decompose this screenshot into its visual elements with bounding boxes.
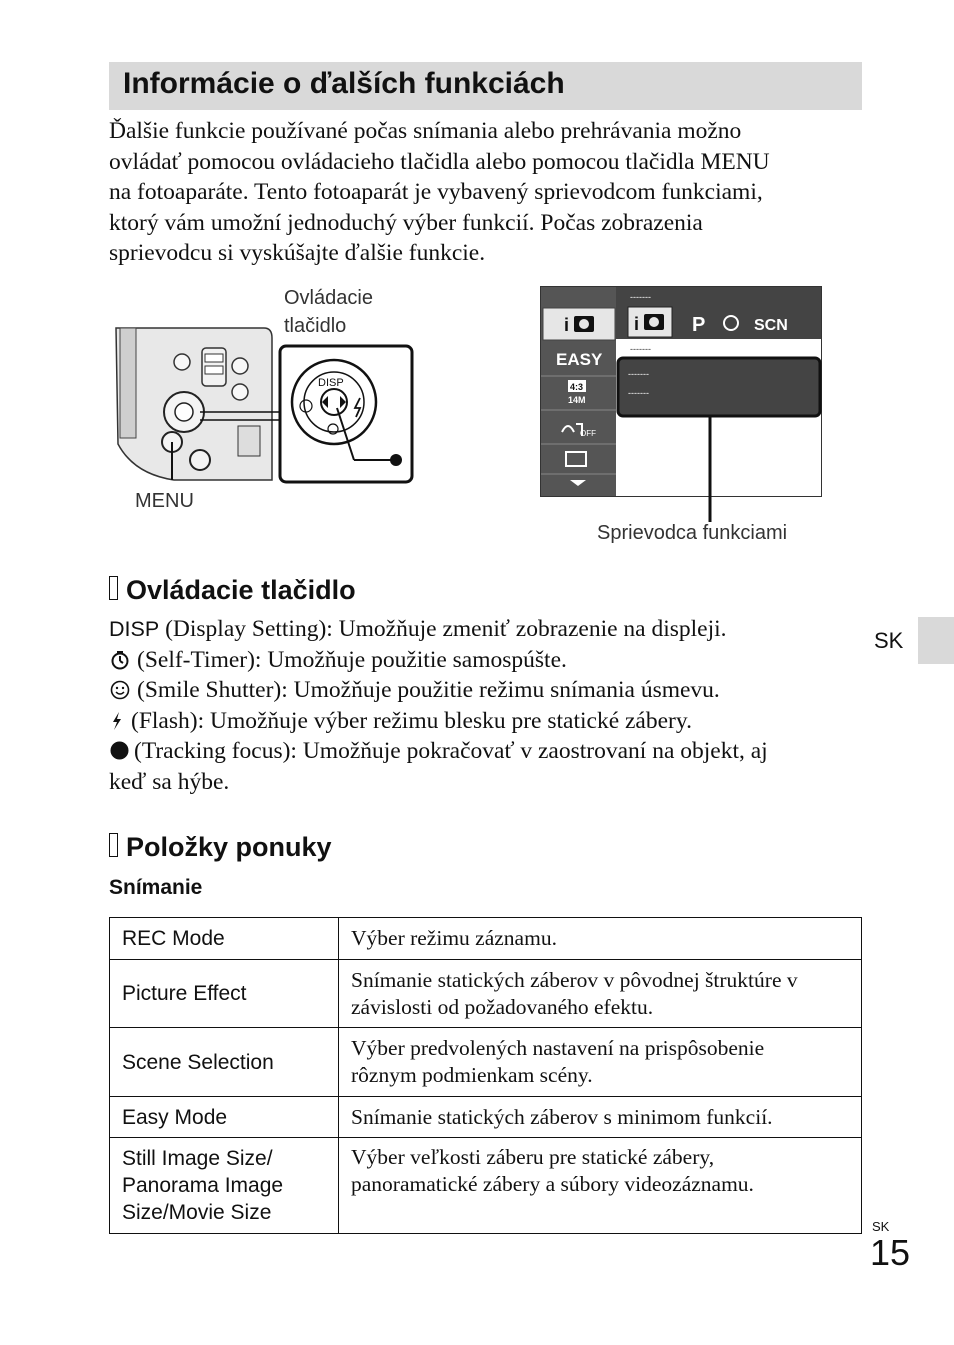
page-language-code: SK: [872, 1219, 890, 1234]
intro-line: sprievodcu si vyskúšajte ďalšie funkcie.: [109, 240, 486, 266]
svg-text:i: i: [564, 315, 570, 335]
dial-disp-label: DISP: [318, 377, 344, 389]
language-tab: [918, 617, 954, 664]
function-guide-label: Sprievodca funkciami: [597, 522, 788, 544]
easy-label: EASY: [556, 350, 603, 369]
language-tab-label: SK: [874, 628, 904, 653]
mode-scn-label: SCN: [754, 317, 788, 334]
ratio-label: 4:3: [570, 382, 584, 392]
table-cell-name: REC Mode: [110, 918, 339, 960]
page-number: 15: [870, 1232, 911, 1273]
self-timer-icon: [109, 645, 131, 676]
off-label: OFF: [580, 429, 596, 438]
dashes-mid: -------: [630, 344, 651, 354]
section-marker: [109, 833, 118, 857]
control-button-label-1: Ovládacie: [284, 287, 373, 309]
flash-icon: [109, 706, 125, 737]
list-item-continuation: keď sa hýbe.: [109, 768, 230, 795]
list-item: (Tracking focus): Umožňuje pokračovať v zaostrovaní na objekt, aj: [109, 736, 849, 767]
section-heading-menu: Položky ponuky: [109, 832, 332, 863]
table-cell-name: Picture Effect: [110, 960, 339, 1028]
page-title: Informácie o ďalších funkciách: [123, 67, 565, 100]
list-item: (Self-Timer): Umožňuje použitie samospúšte.: [109, 645, 849, 676]
dashes-top: -------: [630, 292, 651, 302]
dashes-guide-1: -------: [628, 369, 649, 379]
table-row: [110, 1138, 862, 1234]
mode-p-label: P: [692, 314, 706, 336]
table-row: [110, 960, 862, 1028]
table-cell-name: Still Image Size/ Panorama Image Size/Movie Size: [110, 1138, 339, 1234]
dot-icon: [109, 736, 129, 767]
function-guide-screen: [540, 286, 824, 526]
table-cell-name: Scene Selection: [110, 1028, 339, 1097]
control-button-label-2: tlačidlo: [284, 315, 347, 337]
intro-line: Ďalšie funkcie používané počas snímania alebo prehrávania možno: [109, 118, 742, 144]
menu-label: MENU: [135, 490, 194, 512]
subheading-shooting: Snímanie: [109, 876, 203, 899]
dashes-guide-2: -------: [628, 388, 649, 398]
table-cell-desc: Výber veľkosti záberu pre statické zábery, panoramatické zábery a súbory videozáznamu.: [339, 1138, 862, 1234]
svg-text:i: i: [634, 314, 640, 334]
intro-line: ovládať pomocou ovládacieho tlačidla alebo pomocou tlačidla MENU: [109, 148, 770, 175]
table-cell-desc: Výber režimu záznamu.: [339, 918, 862, 960]
section-heading-control: Ovládacie tlačidlo: [109, 575, 356, 606]
table-row: [110, 1097, 862, 1138]
intro-line: ktorý vám umožní jednoduchý výber funkcií. Počas zobrazenia: [109, 209, 703, 236]
title-bar: [109, 62, 862, 110]
table-cell-desc: Snímanie statických záberov v pôvodnej štruktúre v závislosti od požadovaného efektu.: [339, 960, 862, 1028]
intro-paragraph: [109, 116, 859, 269]
control-button-list: [109, 614, 849, 797]
list-item: (Flash): Umožňuje výber režimu blesku pre statické zábery.: [109, 706, 849, 737]
table-cell-desc: Snímanie statických záberov s minimom funkcií.: [339, 1097, 862, 1138]
intro-line: na fotoaparáte. Tento fotoaparát je vybavený sprievodcom funkciami,: [109, 179, 763, 205]
list-item: (Smile Shutter): Umožňuje použitie režimu snímania úsmevu.: [109, 675, 849, 706]
size-label: 14M: [568, 395, 586, 405]
table-cell-name: Easy Mode: [110, 1097, 339, 1138]
list-item: DISP (Display Setting): Umožňuje zmeniť zobrazenie na displeji.: [109, 616, 727, 642]
menu-items-table: [109, 917, 862, 1234]
section-marker: [109, 576, 118, 600]
table-cell-desc: Výber predvolených nastavení na prispôsobenie rôznym podmienkam scény.: [339, 1028, 862, 1097]
table-row: [110, 1028, 862, 1097]
camera-illustration: [114, 324, 416, 486]
smile-icon: [109, 675, 131, 706]
table-row: [110, 918, 862, 960]
